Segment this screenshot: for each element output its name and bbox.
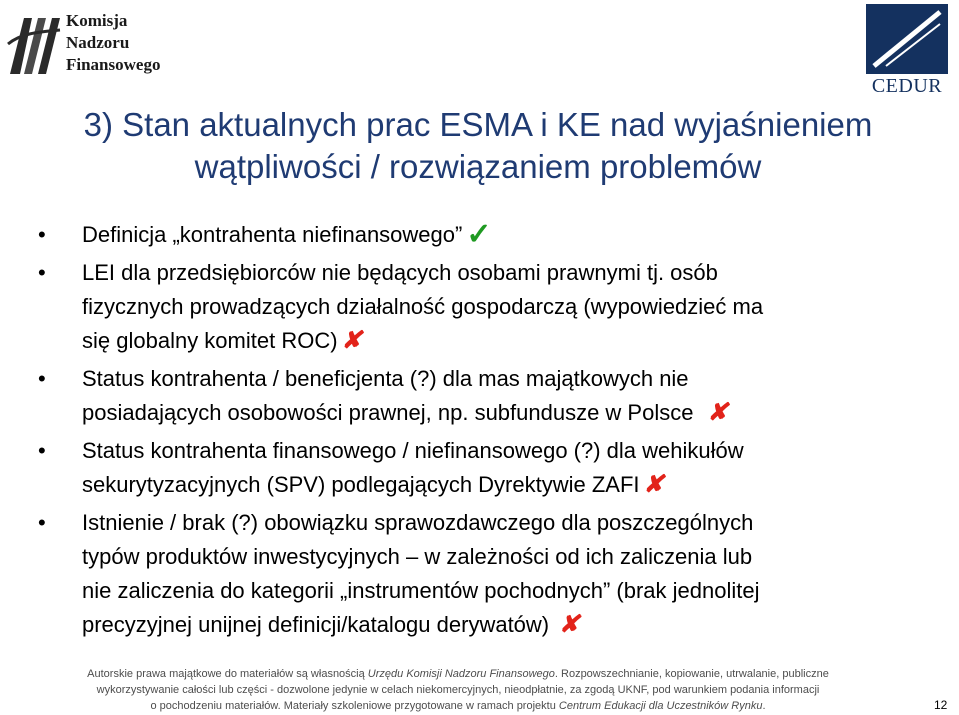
knf-logo-line: Komisja — [66, 11, 128, 30]
bullet-dot-icon: • — [38, 366, 46, 391]
cedur-logo — [858, 4, 956, 100]
bullet-line — [82, 608, 938, 642]
cross-mark-icon: ✘ — [707, 399, 728, 426]
cross-mark-icon: ✘ — [643, 471, 664, 498]
bullet-text: precyzyjnej unijnej definicji/katalogu derywatów) — [82, 612, 550, 637]
slide-title-line: 3) Stan aktualnych prac ESMA i KE nad wyjaśnieniem — [83, 106, 873, 143]
bullet-item — [38, 506, 938, 642]
bullet-item — [38, 256, 938, 358]
slide-title-line: wątpliwości / rozwiązaniem problemów — [194, 148, 762, 185]
cross-mark-icon: ✘ — [559, 611, 580, 638]
bullet-list — [38, 218, 938, 646]
bullet-dot-icon: • — [38, 260, 46, 285]
bullet-line: fizycznych prowadzących działalność gospodarczą (wypowiedzieć ma — [82, 294, 764, 319]
footer-line — [8, 698, 908, 714]
bullet-dot-icon: • — [38, 510, 46, 535]
knf-logo-line: Nadzoru — [66, 33, 130, 52]
footer-line: wykorzystywanie całości lub części - dozwolone jedynie w celach niekomercyjnych, nieodpłatnie, za zgodą UKNF, pod warunkiem podania informacji — [96, 684, 820, 696]
bullet-line — [82, 324, 938, 358]
bullet-line: LEI dla przedsiębiorców nie będących osobami prawnymi tj. osób — [82, 260, 718, 285]
slide-title — [18, 104, 938, 188]
cross-mark-icon: ✘ — [341, 327, 362, 354]
bullet-text: posiadających osobowości prawnej, np. subfundusze w Polsce — [82, 400, 694, 425]
cedur-emblem-icon — [866, 4, 948, 74]
footer-emphasis: Centrum Edukacji dla Uczestników Rynku — [558, 700, 763, 712]
copyright-footer — [8, 666, 908, 714]
footer-line — [8, 666, 908, 682]
bullet-text: się globalny komitet ROC) — [82, 328, 338, 353]
page-number: 12 — [934, 698, 948, 712]
bullet-line: nie zaliczenia do kategorii „instrumentów pochodnych” (brak jednolitej — [82, 578, 760, 603]
bullet-item — [38, 434, 938, 502]
footer-emphasis: Urzędu Komisji Nadzoru Finansowego — [367, 668, 555, 680]
bullet-line: Status kontrahenta finansowego / niefinansowego (?) dla wehikułów — [82, 438, 744, 463]
bullet-item — [38, 362, 938, 430]
bullet-text: sekurytyzacyjnych (SPV) podlegających Dyrektywie ZAFI — [82, 472, 640, 497]
bullet-line — [82, 218, 938, 252]
knf-logo-text — [66, 10, 160, 76]
footer-text: . Rozpowszechnianie, kopiowanie, utrwalanie, publiczne — [554, 668, 829, 680]
bullet-line: Istnienie / brak (?) obowiązku sprawozdawczego dla poszczególnych — [82, 510, 754, 535]
footer-text: . — [762, 700, 766, 712]
footer-text: Autorskie prawa majątkowe do materiałów są własnością — [87, 668, 368, 680]
footer-text: o pochodzeniu materiałów. Materiały szkoleniowe przygotowane w ramach projektu — [150, 700, 559, 712]
bullet-line: Status kontrahenta / beneficjenta (?) dla mas majątkowych nie — [82, 366, 689, 391]
bullet-line: typów produktów inwestycyjnych – w zależności od ich zaliczenia lub — [82, 544, 753, 569]
knf-emblem-icon — [6, 10, 62, 80]
bullet-dot-icon: • — [38, 438, 46, 463]
cedur-label: CEDUR — [871, 75, 943, 97]
bullet-text: Definicja „kontrahenta niefinansowego” — [82, 222, 463, 247]
knf-logo-line: Finansowego — [66, 55, 161, 74]
bullet-line — [82, 396, 938, 430]
bullet-line — [82, 468, 938, 502]
bullet-item — [38, 218, 938, 252]
knf-logo — [6, 4, 176, 84]
bullet-dot-icon: • — [38, 222, 46, 247]
checkmark-icon: ✓ — [466, 218, 492, 251]
